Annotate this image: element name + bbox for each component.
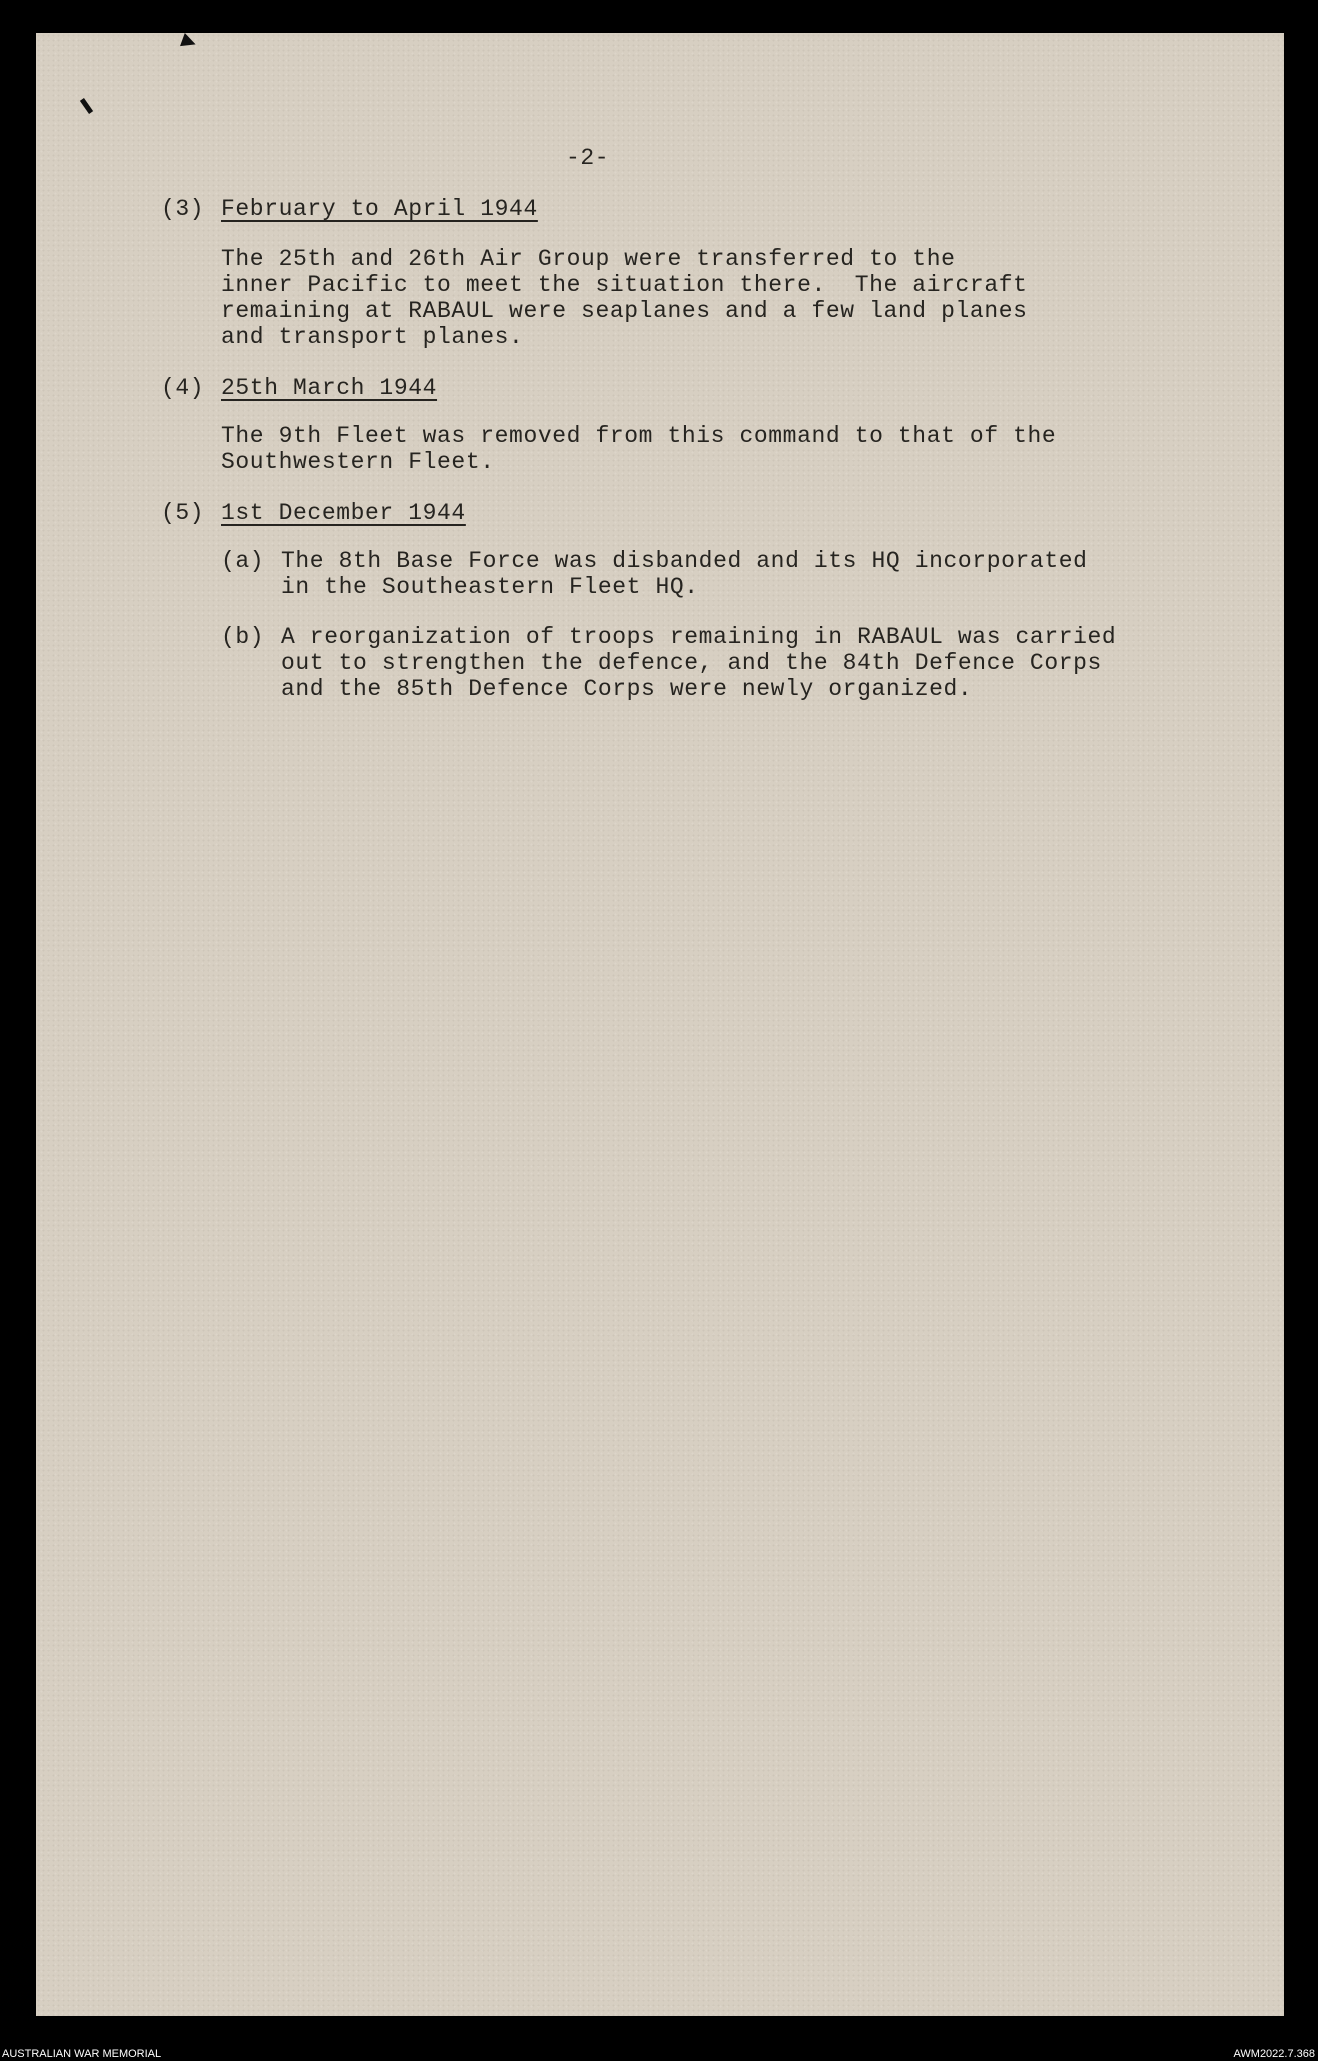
- item-b-line: out to strengthen the defence, and the 84th Defence Corps: [281, 650, 1102, 676]
- footer-institution: AUSTRALIAN WAR MEMORIAL: [2, 2048, 162, 2060]
- section-3-heading: February to April 1944: [221, 196, 538, 222]
- item-b-line: A reorganization of troops remaining in RABAUL was carried: [281, 624, 1117, 650]
- section-4-heading: 25th March 1944: [221, 375, 438, 401]
- item-b-label: (b): [221, 624, 265, 650]
- section-3-line: inner Pacific to meet the situation there. The aircraft: [221, 272, 1028, 298]
- section-4-line: The 9th Fleet was removed from this command to that of the: [221, 423, 1057, 449]
- section-3-line: The 25th and 26th Air Group were transferred to the: [221, 246, 956, 272]
- section-3-line: and transport planes.: [221, 324, 524, 350]
- section-3-number: (3): [161, 196, 205, 222]
- footer-accession-id: AWM2022.7.368: [1233, 2048, 1315, 2060]
- section-4-line: Southwestern Fleet.: [221, 449, 495, 475]
- item-a-label: (a): [221, 548, 265, 574]
- page-number: -2-: [566, 145, 610, 171]
- punch-mark-icon: [180, 33, 198, 51]
- item-b-line: and the 85th Defence Corps were newly organized.: [281, 676, 973, 702]
- item-a-line: The 8th Base Force was disbanded and its HQ incorporated: [281, 548, 1088, 574]
- ink-mark-icon: [80, 98, 93, 114]
- item-a-line: in the Southeastern Fleet HQ.: [281, 574, 699, 600]
- document-page: [36, 33, 1284, 2016]
- section-4-number: (4): [161, 375, 205, 401]
- section-3-line: remaining at RABAUL were seaplanes and a few land planes: [221, 298, 1028, 324]
- section-5-number: (5): [161, 500, 205, 526]
- section-5-heading: 1st December 1944: [221, 500, 466, 526]
